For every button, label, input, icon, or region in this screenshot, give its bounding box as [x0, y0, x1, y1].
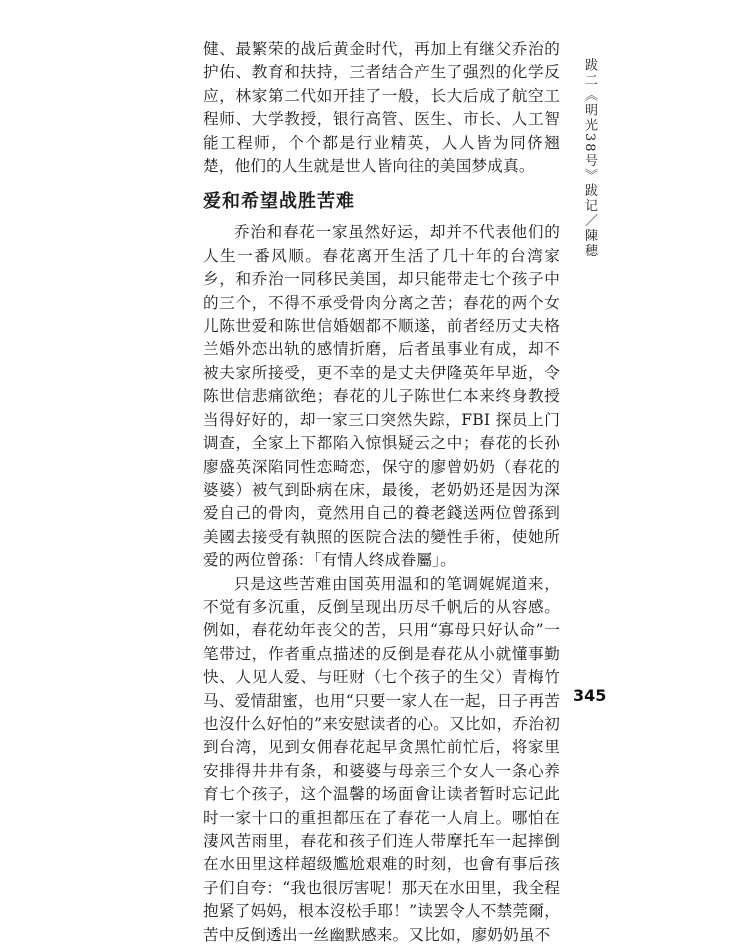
section-heading: 爱和希望战胜苦难 [203, 191, 355, 213]
paragraph-hardships: 乔治和春花一家虽然好运，却并不代表他们的人生一番风顺。春花离开生活了几十年的台湾家乡，和乔治一同移民美国，却只能带走七个孩子中的三个，不得不承受骨肉分离之苦；春花的两个女儿陈世爱和陈世信婚姻都不顺遂，前者经历丈夫格兰婚外恋出轨的感情折磨，后者虽事业有成，却不被夫家所接受，更不幸的是丈夫伊隆英年早逝，令陈世信悲痛欲绝；春花的儿子陈世仁本来终身教授当得好好的，却一家三口突然失踪，FBI 探员上门调查，全家上下都陷入惊惧疑云之中；春花的长孙廖盛英深陷同性恋畸恋，保守的廖曾奶奶（春花的婆婆）被气到卧病在床，最後，老奶奶还是因为深爱自己的骨肉，竟然用自己的養老錢送两位曾孫到美國去接受有執照的医院合法的變性手術，使她所爱的两位曾孫：「有情人终成眷屬」。 [203, 223, 560, 570]
page-number: 345 [573, 686, 607, 705]
main-text-block [203, 38, 560, 947]
paragraph-continued: 健、最繁荣的战后黄金时代，再加上有继父乔治的护佑、教育和扶持，三者结合产生了强烈的化学反应，林家第二代如开挂了一般，长大后成了航空工程师、大学教授，银行高管、医生、市长、人工智能工程师，个个都是行业精英，人人皆为同侪翘楚，他们的人生就是世人皆向往的美国梦成真。 [203, 40, 560, 176]
running-header: 跋二《明光38号》跋记／陳穂 [582, 58, 597, 259]
paragraph-tone: 只是这些苦难由国英用温和的笔调娓娓道来，不觉有多沉重，反倒呈现出历尽千帆后的从容感。例如，春花幼年丧父的苦，只用“寡母只好认命”一笔带过，作者重点描述的反倒是春花从小就懂事勤快、人见人爱、与旺财（七个孩子的生父）青梅竹马、爱情甜蜜，也用“只要一家人在一起，日子再苦也沒什么好怕的”来安慰读者的心。又比如，乔治初到台湾，见到女佣春花起早贪黑忙前忙后，将家里安排得井井有条，和婆婆与母亲三个女人一条心养育七个孩子，这个温馨的场面會让读者暂时忘记此时一家十口的重担都压在了春花一人肩上。哪怕在淒风苦雨里，春花和孩子们连人带摩托车一起摔倒在水田里这样超级尷尬艰难的时刻，也會有事后孩子们自夸：“我也很厉害呢！那天在水田里，我全程抱紧了妈妈，根本沒松手耶！”读罢令人不禁莞爾，苦中反倒透出一丝幽默感来。又比如，廖奶奶虽不 [203, 574, 560, 944]
